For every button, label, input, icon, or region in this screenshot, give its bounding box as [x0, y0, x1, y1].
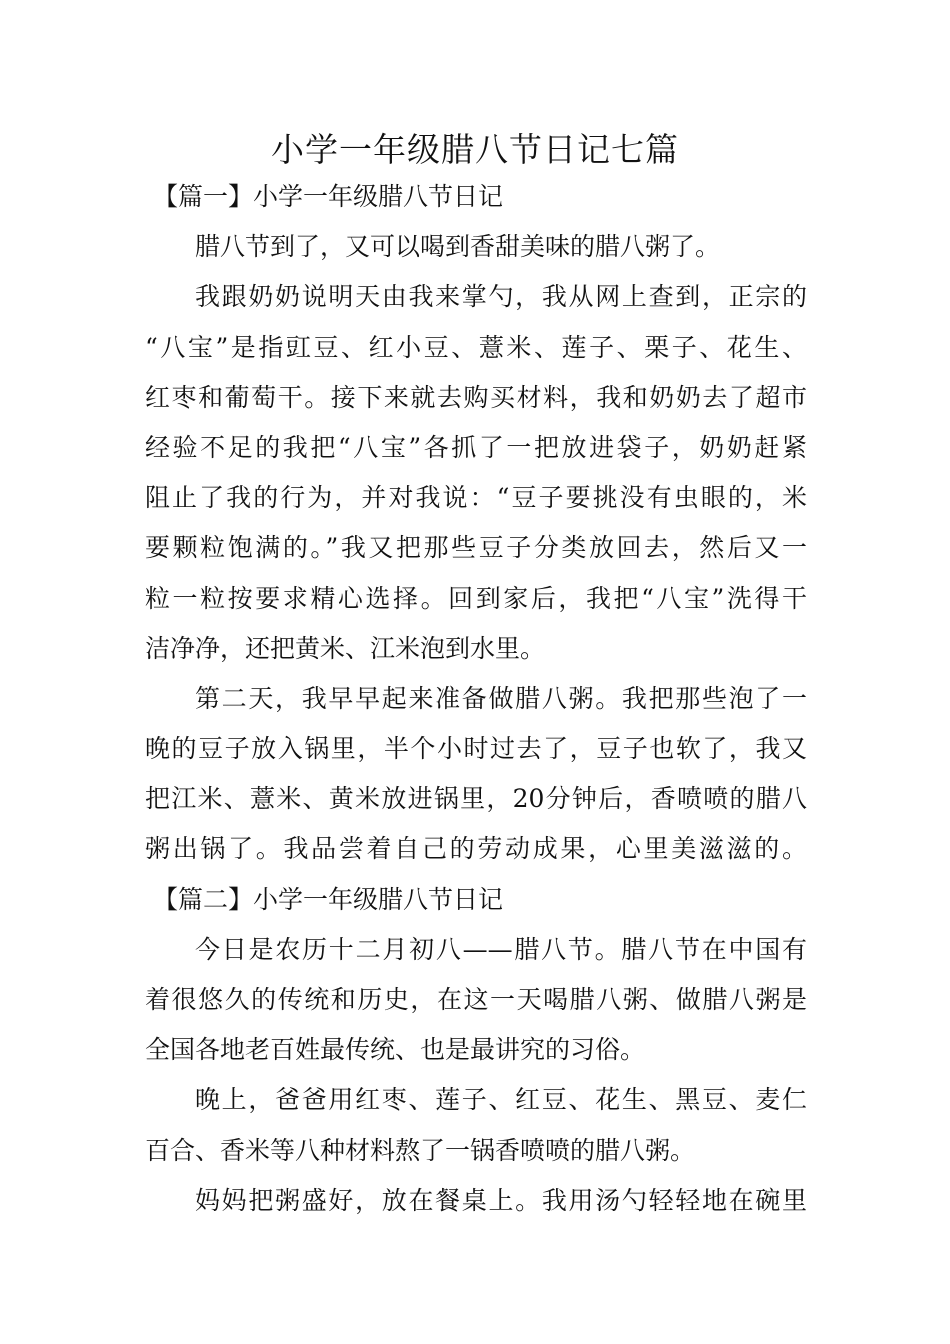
text-line: 全国各地老百姓最传统、也是最讲究的习俗。: [145, 1035, 646, 1065]
text-line: 把江米、薏米、黄米放进锅里，20分钟后，香喷喷的腊八: [145, 784, 807, 814]
section-heading: 【篇一】小学一年级腊八节日记: [153, 182, 504, 211]
text-line: 百合、香米等八种材料熬了一锅香喷喷的腊八粥。: [145, 1135, 696, 1165]
section-heading: 【篇二】小学一年级腊八节日记: [153, 884, 504, 914]
text-line: 第二天，我早早起来准备做腊八粥。我把那些泡了一: [195, 683, 807, 713]
text-line: “八宝”是指豇豆、红小豆、薏米、莲子、栗子、花生、: [145, 332, 807, 362]
text-line: 要颗粒饱满的。”我又把那些豆子分类放回去，然后又一: [145, 533, 807, 563]
text-line: 经验不足的我把“八宝”各抓了一把放进袋子，奶奶赶紧: [145, 432, 807, 462]
text-line: 红枣和葡萄干。接下来就去购买材料，我和奶奶去了超市: [145, 382, 807, 412]
text-line: 妈妈把粥盛好，放在餐桌上。我用汤勺轻轻地在碗里: [195, 1185, 807, 1215]
text-line: 阻止了我的行为，并对我说：“豆子要挑没有虫眼的，米: [145, 483, 807, 513]
text-line: 着很悠久的传统和历史，在这一天喝腊八粥、做腊八粥是: [145, 985, 807, 1014]
text-line: 晚上，爸爸用红枣、莲子、红豆、花生、黑豆、麦仁: [195, 1085, 807, 1115]
text-line: 粒一粒按要求精心选择。回到家后，我把“八宝”洗得干: [145, 583, 807, 613]
document-body: [145, 172, 807, 1226]
text-line: 粥出锅了。我品尝着自己的劳动成果，心里美滋滋的。: [145, 834, 807, 864]
text-line: 洁净净，还把黄米、江米泡到水里。: [145, 633, 546, 663]
text-line: 晚的豆子放入锅里，半个小时过去了，豆子也软了，我又: [145, 734, 807, 764]
text-line: 今日是农历十二月初八——腊八节。腊八节在中国有: [195, 934, 807, 964]
document-title: 小学一年级腊八节日记七篇: [271, 130, 679, 169]
text-line: 我跟奶奶说明天由我来掌勺，我从网上查到，正宗的: [195, 282, 807, 312]
text-line: 腊八节到了，又可以喝到香甜美味的腊八粥了。: [195, 232, 721, 262]
